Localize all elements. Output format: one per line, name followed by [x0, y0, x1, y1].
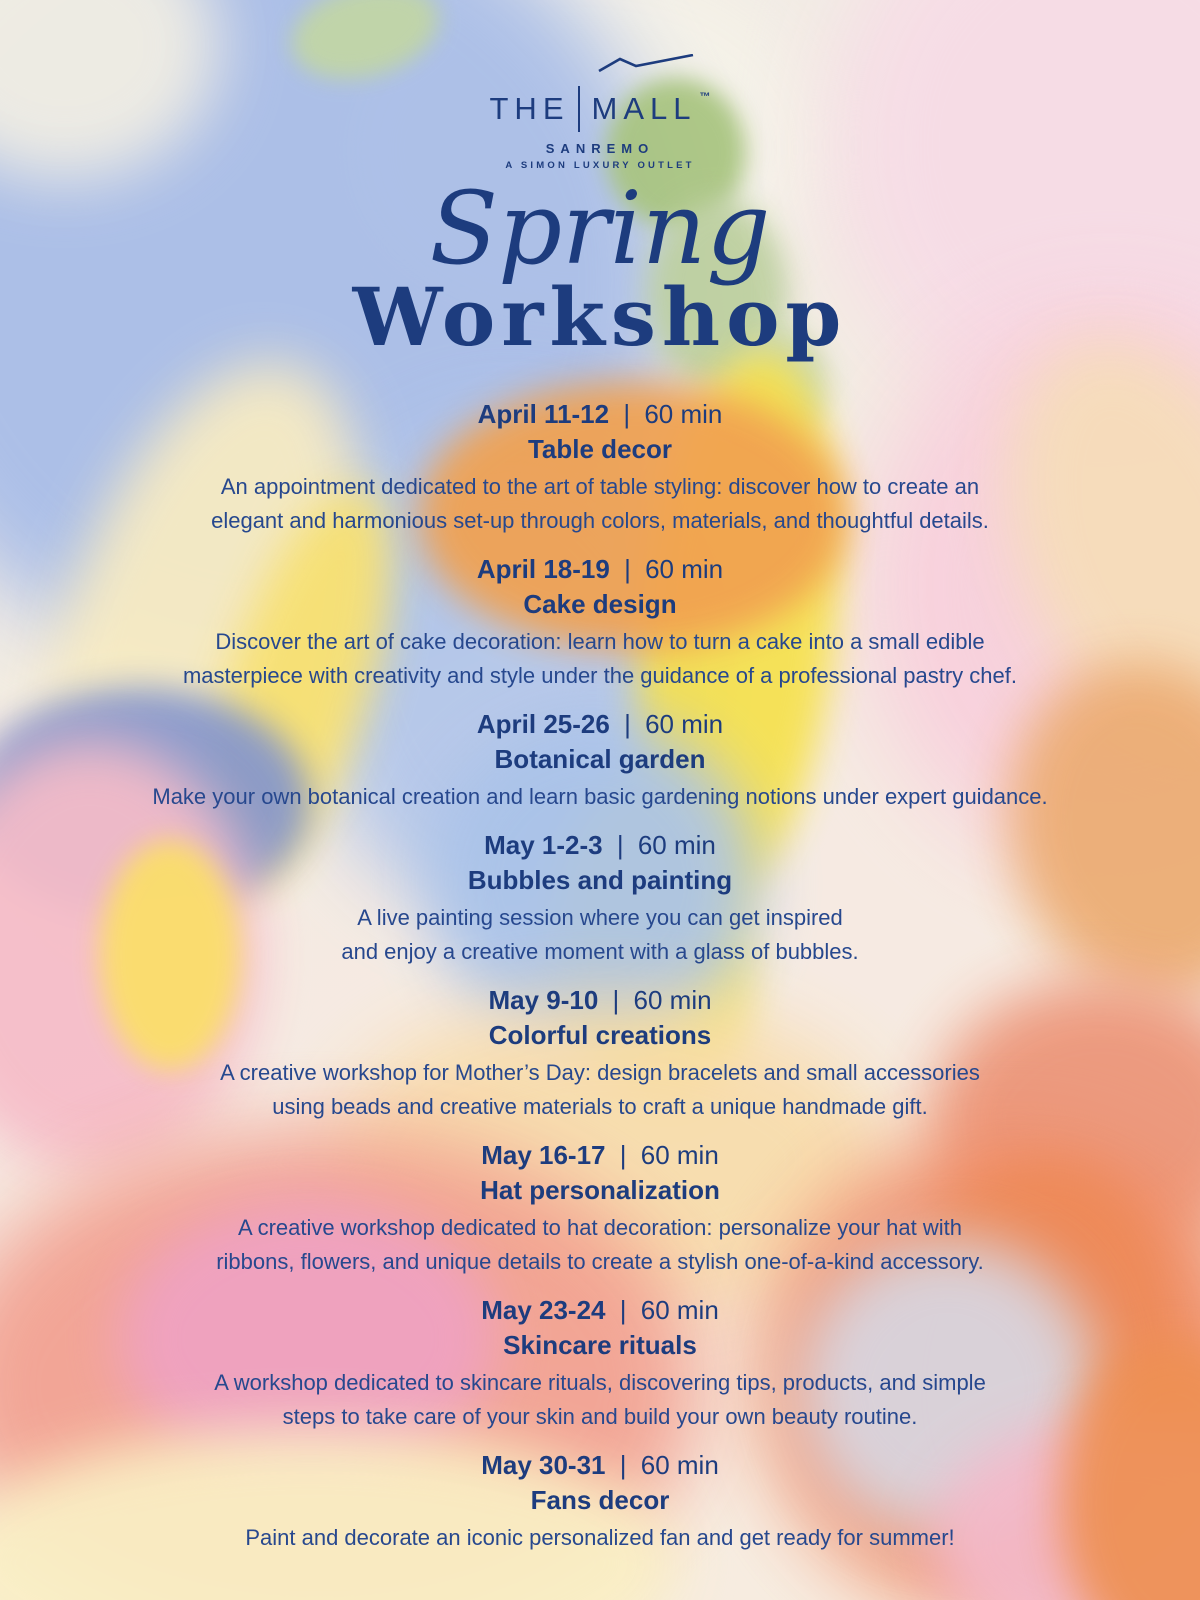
workshop-entry — [50, 983, 1150, 1124]
workshop-description: Discover the art of cake decoration: learn how to turn a cake into a small edible masterpiece with creativity and style under the guidance of a professional pastry chef. — [182, 629, 1017, 688]
date-duration-separator: | — [616, 830, 624, 860]
workshop-title: Colorful creations — [488, 1020, 712, 1050]
workshop-description: A workshop dedicated to skincare rituals, discovering tips, products, and simple steps to take care of your skin and build your own beauty routine. — [214, 1370, 986, 1429]
zigzag-icon — [598, 54, 694, 74]
workshop-description: An appointment dedicated to the art of table styling: discover how to create an elegant and harmonious set-up through colors, materials, and thoughtful details. — [211, 474, 989, 533]
date-duration-separator: | — [612, 985, 620, 1015]
workshop-entry — [50, 397, 1150, 538]
workshop-date: May 9-10 — [488, 985, 599, 1015]
date-duration-separator: | — [619, 1295, 627, 1325]
workshop-duration: 60 min — [640, 1450, 719, 1480]
brand-logo — [0, 54, 1200, 171]
date-duration-separator: | — [619, 1140, 627, 1170]
workshop-date-line — [50, 1448, 1150, 1483]
title-display-line: Workshop — [352, 270, 848, 364]
workshop-description: A live painting session where you can get inspired and enjoy a creative moment with a glass of bubbles. — [341, 905, 859, 964]
workshop-date: April 18-19 — [476, 554, 610, 584]
brand-location: SANREMO — [545, 141, 655, 156]
workshop-description: A creative workshop dedicated to hat decoration: personalize your hat with ribbons, flowers, and unique details to create a stylish one-of-a-kind accessory. — [216, 1215, 984, 1274]
workshop-title: Skincare rituals — [503, 1330, 697, 1360]
workshop-duration: 60 min — [644, 399, 723, 429]
workshop-entry — [50, 1448, 1150, 1555]
workshop-date-line — [50, 1293, 1150, 1328]
workshop-title: Botanical garden — [494, 744, 706, 774]
brand-name-right: MALL — [591, 91, 697, 126]
workshop-duration: 60 min — [640, 1140, 719, 1170]
workshop-date: April 25-26 — [476, 709, 610, 739]
date-duration-separator: | — [619, 1450, 627, 1480]
workshop-title: Cake design — [523, 589, 677, 619]
workshop-date: May 16-17 — [481, 1140, 606, 1170]
brand-name — [490, 86, 711, 132]
workshop-title: Bubbles and painting — [467, 865, 733, 895]
workshop-date-line — [50, 707, 1150, 742]
workshop-title: Hat personalization — [480, 1175, 720, 1205]
workshop-description: Make your own botanical creation and learn basic gardening notions under expert guidance. — [152, 784, 1048, 809]
workshop-entry — [50, 707, 1150, 814]
workshop-entry — [50, 552, 1150, 693]
workshop-duration: 60 min — [640, 1295, 719, 1325]
workshop-date-line — [50, 983, 1150, 1018]
workshop-description: Paint and decorate an iconic personalized fan and get ready for summer! — [245, 1525, 955, 1550]
workshop-entry — [50, 828, 1150, 969]
workshop-list — [50, 397, 1150, 1569]
workshop-date-line — [50, 397, 1150, 432]
workshop-title: Fans decor — [530, 1485, 670, 1515]
workshop-date: April 11-12 — [477, 399, 610, 429]
brand-divider — [578, 86, 580, 132]
date-duration-separator: | — [624, 554, 631, 584]
workshop-date: May 30-31 — [481, 1450, 606, 1480]
poster-title — [0, 170, 1200, 364]
trademark-symbol: ™ — [699, 91, 711, 103]
workshop-date-line — [50, 828, 1150, 863]
date-duration-separator: | — [623, 399, 631, 429]
workshop-description: A creative workshop for Mother’s Day: design bracelets and small accessories using beads and creative materials to craft a unique handmade gift. — [220, 1060, 980, 1119]
brand-tagline: A SIMON LUXURY OUTLET — [505, 160, 695, 171]
workshop-duration: 60 min — [633, 985, 712, 1015]
workshop-entry — [50, 1293, 1150, 1434]
workshop-date-line — [50, 552, 1150, 587]
date-duration-separator: | — [624, 709, 631, 739]
title-script-line: Spring — [429, 170, 771, 287]
workshop-duration: 60 min — [637, 830, 716, 860]
workshop-date: May 23-24 — [481, 1295, 606, 1325]
brand-name-left: THE — [489, 91, 570, 126]
workshop-entry — [50, 1138, 1150, 1279]
workshop-duration: 60 min — [645, 554, 724, 584]
workshop-date-line — [50, 1138, 1150, 1173]
workshop-duration: 60 min — [645, 709, 724, 739]
workshop-title: Table decor — [527, 434, 672, 464]
workshop-date: May 1-2-3 — [484, 830, 603, 860]
